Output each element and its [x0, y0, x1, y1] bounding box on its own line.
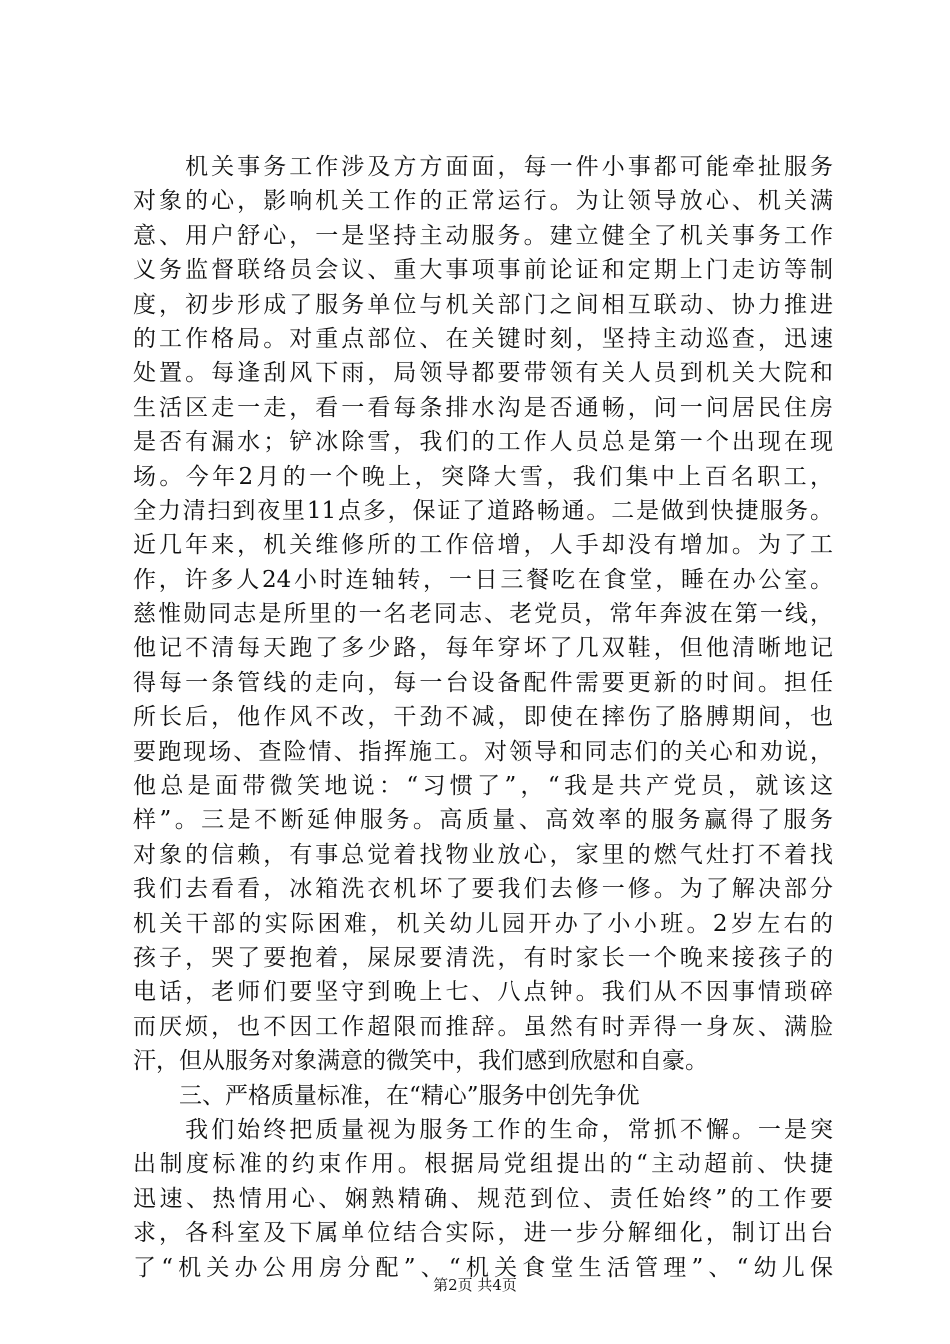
text-line: 意、用户舒心，一是坚持主动服务。建立健全了机关事务工作: [133, 222, 833, 249]
text-line: 近几年来，机关维修所的工作倍增，人手却没有增加。为了工: [133, 532, 833, 559]
text-line: 所长后，他作风不改，干劲不减，即使在摔伤了胳膊期间，也: [133, 704, 833, 731]
text-line: 孩子，哭了要抱着，屎尿要清洗，有时家长一个晚来接孩子的: [133, 944, 833, 971]
text-line: 是否有漏水；铲冰除雪，我们的工作人员总是第一个出现在现: [133, 429, 833, 456]
text-line: 我们始终把质量视为服务工作的生命，常抓不懈。一是突: [133, 1116, 833, 1143]
text-line: 对象的心，影响机关工作的正常运行。为让领导放心、机关满: [133, 188, 833, 215]
text-line: 机关事务工作涉及方方面面，每一件小事都可能牵扯服务: [133, 154, 833, 180]
text-line: 电话，老师们要坚守到晚上七、八点钟。我们从不因事情琐碎: [133, 979, 833, 1006]
text-line: 的工作格局。对重点部位、在关键时刻，坚持主动巡查，迅速: [133, 325, 833, 352]
text-line: 生活区走一走，看一看每条排水沟是否通畅，问一问居民住房: [133, 394, 833, 421]
text-line: 他总是面带微笑地说：“习惯了”，“我是共产党员，就该这: [133, 773, 833, 800]
text-line: 慈惟勋同志是所里的一名老同志、老党员，常年奔波在第一线，: [133, 601, 833, 628]
page-number-footer: 第2页 共4页: [433, 1276, 517, 1294]
text-line: 对象的信赖，有事总觉着找物业放心，家里的燃气灶打不着找: [133, 841, 833, 868]
text-line: 场。今年2月的一个晚上，突降大雪，我们集中上百名职工，: [133, 463, 833, 490]
body-text: [133, 150, 833, 1285]
text-line: 度，初步形成了服务单位与机关部门之间相互联动、协力推进: [133, 291, 833, 318]
text-line: 出制度标准的约束作用。根据局党组提出的“主动超前、快捷: [133, 1151, 833, 1178]
text-line: 而厌烦，也不因工作超限而推辞。虽然有时弄得一身灰、满脸: [133, 1013, 833, 1040]
text-line: 要跑现场、查险情、指挥施工。对领导和同志们的关心和劝说，: [133, 738, 833, 765]
text-line: 作，许多人24小时连轴转，一日三餐吃在食堂，睡在办公室。: [133, 566, 833, 593]
text-line: 全力清扫到夜里11点多，保证了道路畅通。二是做到快捷服务。: [133, 497, 833, 524]
text-line: 了“机关办公用房分配”、“机关食堂生活管理”、“幼儿保: [133, 1254, 833, 1281]
section-heading: 三、严格质量标准，在“精心”服务中创先争优: [133, 1082, 640, 1109]
text-line: 处置。每逢刮风下雨，局领导都要带领有关人员到机关大院和: [133, 360, 833, 387]
text-line: 他记不清每天跑了多少路，每年穿坏了几双鞋，但他清晰地记: [133, 635, 833, 662]
text-line: 汗，但从服务对象满意的微笑中，我们感到欣慰和自豪。: [133, 1048, 708, 1075]
text-line: 迅速、热情用心、娴熟精确、规范到位、责任始终”的工作要: [133, 1185, 833, 1212]
text-line: 样”。三是不断延伸服务。高质量、高效率的服务赢得了服务: [133, 807, 833, 834]
text-line: 我们去看看，冰箱洗衣机坏了要我们去修一修。为了解决部分: [133, 876, 833, 903]
text-line: 义务监督联络员会议、重大事项事前论证和定期上门走访等制: [133, 257, 833, 284]
text-line: 得每一条管线的走向，每一台设备配件需要更新的时间。担任: [133, 669, 833, 696]
text-line: 求，各科室及下属单位结合实际，进一步分解细化，制订出台: [133, 1220, 833, 1247]
text-line: 机关干部的实际困难，机关幼儿园开办了小小班。2岁左右的: [133, 910, 833, 937]
